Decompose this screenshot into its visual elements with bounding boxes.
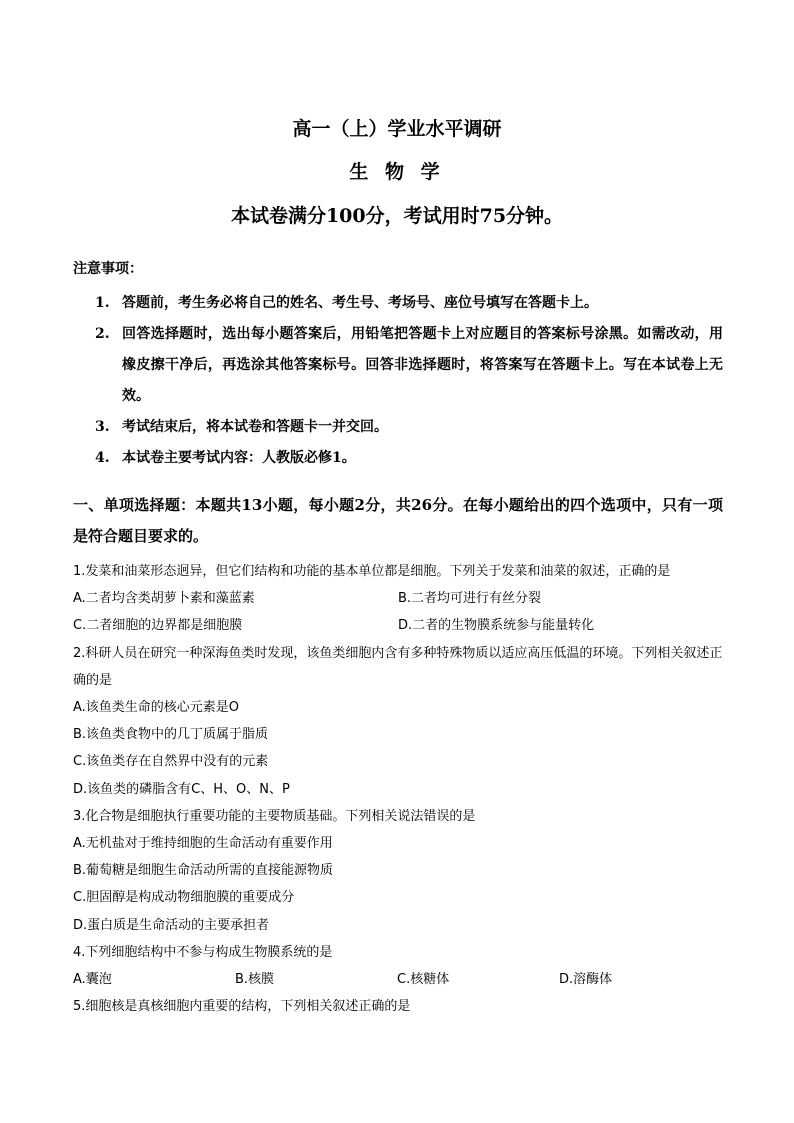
option-c: C.核糖体 bbox=[397, 972, 450, 988]
notes-title: 注意事项： bbox=[73, 261, 143, 277]
note-item bbox=[73, 443, 723, 474]
option-a: A.囊泡 bbox=[73, 972, 112, 988]
note-text: 回答选择题时，选出每小题答案后，用铅笔把答题卡上对应题目的答案标号涂黑。如需改动，用橡皮擦干净后，再选涂其他答案标号。回答非选择题时，将答案写在答题卡上。写在本试卷上无效。 bbox=[122, 326, 723, 404]
option-d: D.蛋白质是生命活动的主要承担者 bbox=[73, 917, 270, 933]
option-b: B.二者均可进行有丝分裂 bbox=[398, 591, 542, 607]
option-c: C.该鱼类存在自然界中没有的元素 bbox=[73, 754, 269, 770]
note-number: 3. bbox=[95, 419, 110, 435]
option-b: B.葡萄糖是细胞生命活动所需的直接能源物质 bbox=[73, 863, 334, 879]
note-item bbox=[73, 288, 723, 319]
option-b: B.核膜 bbox=[235, 972, 275, 988]
option-c: C.胆固醇是构成动物细胞膜的重要成分 bbox=[73, 890, 295, 906]
note-text: 考试结束后，将本试卷和答题卡一并交回。 bbox=[122, 419, 388, 435]
subject-title: 生 物 学 bbox=[349, 161, 445, 183]
question-stem: 2.科研人员在研究一种深海鱼类时发现，该鱼类细胞内含有多种特殊物质以适应高压低温的环境。下列相关叙述正确的是 bbox=[73, 645, 723, 688]
note-item bbox=[73, 319, 723, 412]
option-a: A.二者均含类胡萝卜素和藻蓝素 bbox=[73, 591, 255, 607]
note-number: 4. bbox=[95, 450, 110, 466]
option-a: A.无机盐对于维持细胞的生命活动有重要作用 bbox=[73, 836, 333, 852]
option-row bbox=[73, 966, 728, 993]
question-stem: 1.发菜和油菜形态迥异，但它们结构和功能的基本单位都是细胞。下列关于发菜和油菜的叙述，正确的是 bbox=[73, 564, 671, 579]
question-stem: 3.化合物是细胞执行重要功能的主要物质基础。下列相关说法错误的是 bbox=[73, 808, 476, 824]
note-text: 答题前，考生务必将自己的姓名、考生号、考场号、座位号填写在答题卡上。 bbox=[122, 295, 598, 311]
question-stem: 4.下列细胞结构中不参与构成生物膜系统的是 bbox=[73, 944, 333, 960]
note-number: 2. bbox=[95, 326, 110, 342]
option-b: B.该鱼类食物中的几丁质属于脂质 bbox=[73, 727, 269, 743]
note-number: 1. bbox=[95, 295, 110, 311]
option-row bbox=[73, 585, 728, 612]
exam-title: 高一（上）学业水平调研 bbox=[292, 118, 502, 140]
section-heading: 一、单项选择题：本题共13小题，每小题2分，共26分。在每小题给出的四个选项中，只有一项是符合题目要求的。 bbox=[73, 496, 723, 545]
question-list bbox=[73, 558, 728, 1020]
exam-info: 本试卷满分100分，考试用时75分钟。 bbox=[230, 205, 564, 227]
note-item bbox=[73, 412, 723, 443]
option-d: D.该鱼类的磷脂含有C、H、O、N、P bbox=[73, 781, 290, 797]
option-a: A.该鱼类生命的核心元素是O bbox=[73, 700, 240, 716]
option-d: D.溶酶体 bbox=[559, 972, 613, 988]
question-stem: 5.细胞核是真核细胞内重要的结构，下列相关叙述正确的是 bbox=[73, 999, 411, 1015]
option-c: C.二者细胞的边界都是细胞膜 bbox=[73, 618, 243, 634]
notes-list bbox=[73, 288, 723, 474]
option-row bbox=[73, 612, 728, 639]
option-d: D.二者的生物膜系统参与能量转化 bbox=[398, 618, 595, 634]
note-text: 本试卷主要考试内容：人教版必修1。 bbox=[122, 450, 356, 466]
